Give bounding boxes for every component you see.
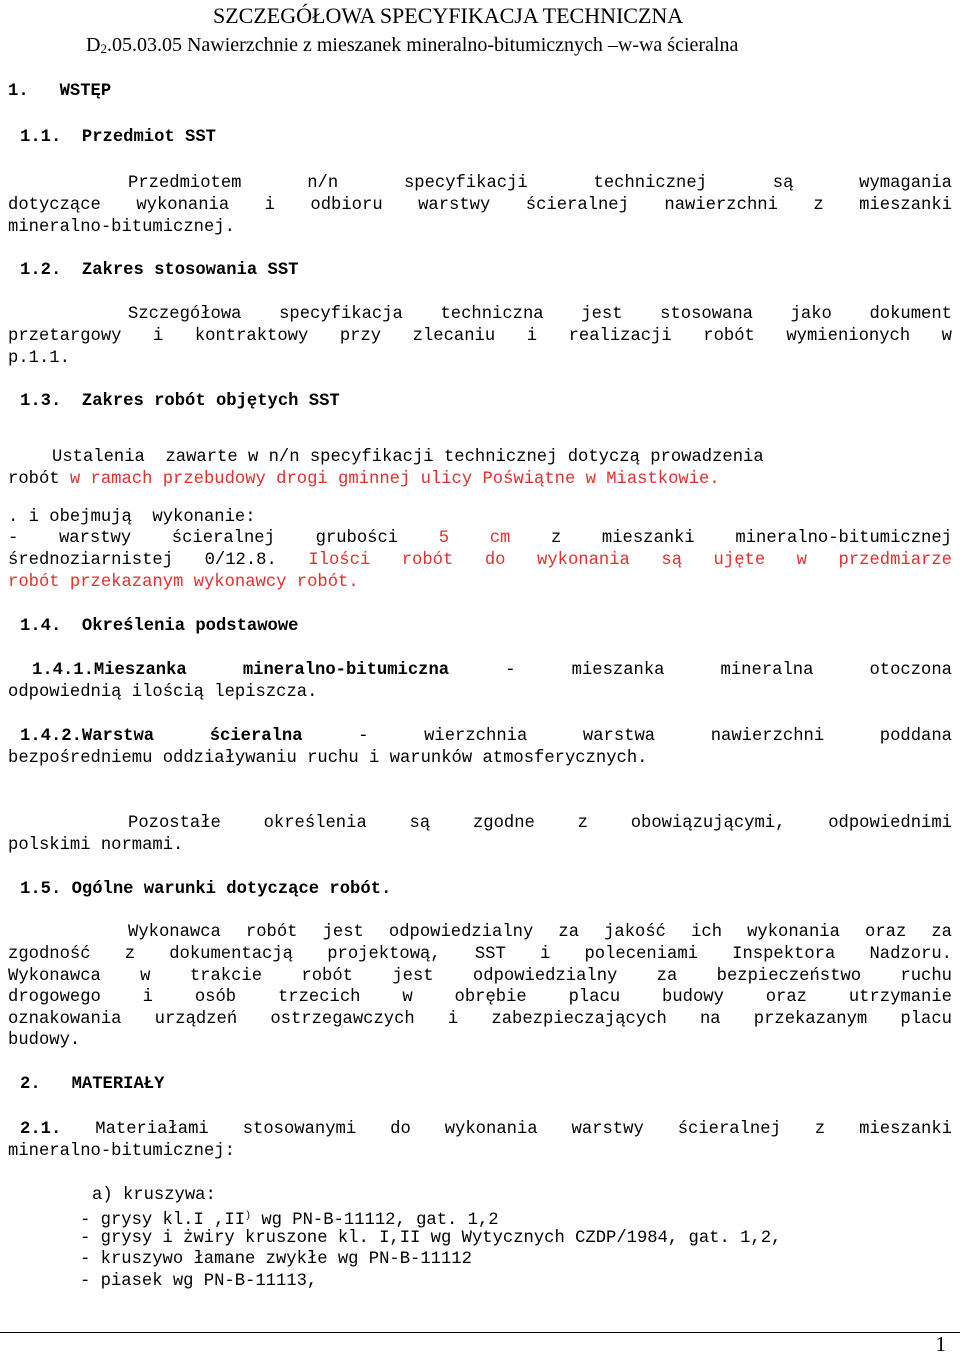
document-subtitle: $D_2.05.03.05$ Nawierzchnie z mieszanek mineralno-bitumicznych –w-wa ścieralna xyxy=(86,34,739,56)
paragraph-line: mineralno-bitumicznej. xyxy=(8,218,235,237)
definition-warstwa: 1.4.2.Warstwa ścieralna - wierzchnia warstwa nawierzchni poddana xyxy=(20,727,952,746)
paragraph-line: Wykonawca w trakcie robót jest odpowiedzialny za bezpieczeństwo ruchu xyxy=(8,967,952,986)
list-item: - grysy kl.I ,II) wg PN-B-11112, gat. 1,2 xyxy=(80,1211,499,1230)
paragraph-line: Szczegółowa specyfikacja techniczna jest stosowana jako dokument xyxy=(128,305,952,324)
paragraph-line: średnoziarnistej 0/12.8. Ilości robót do wykonania są ujęte w przedmiarze xyxy=(8,551,952,570)
paragraph-line: bezpośredniemu oddziaływaniu ruchu i warunków atmosferycznych. xyxy=(8,749,648,768)
paragraph-line: oznakowania urządzeń ostrzegawczych i zabezpieczających na przekazanym placu xyxy=(8,1010,952,1029)
subsection-heading-1-1: 1.1. Przedmiot SST xyxy=(20,128,216,147)
paragraph-line: 2.1. Materiałami stosowanymi do wykonania warstwy ścieralnej z mieszanki xyxy=(20,1120,952,1139)
paragraph-line: robót w ramach przebudowy drogi gminnej ulicy Poświątne w Miastkowie. xyxy=(8,470,720,489)
paragraph-line: Pozostałe określenia są zgodne z obowiązującymi, odpowiednimi xyxy=(128,814,952,833)
list-title: a) kruszywa: xyxy=(92,1186,216,1205)
subsection-heading-1-5: 1.5. Ogólne warunki dotyczące robót. xyxy=(20,880,392,899)
paragraph-line: p.1.1. xyxy=(8,349,70,368)
definition-mieszanka: 1.4.1.Mieszanka mineralno-bitumiczna - mieszanka mineralna otoczona xyxy=(32,661,952,680)
paragraph-line: robót przekazanym wykonawcy robót. xyxy=(8,573,359,592)
footer-divider xyxy=(0,1332,960,1333)
list-item: - kruszywo łamane zwykłe wg PN-B-11112 xyxy=(80,1250,472,1269)
paragraph-line: Wykonawca robót jest odpowiedzialny za jakość ich wykonania oraz za xyxy=(128,923,952,942)
paragraph-line: odpowiednią ilością lepiszcza. xyxy=(8,683,318,702)
subsection-heading-1-4: 1.4. Określenia podstawowe xyxy=(20,617,299,636)
page-number: 1 xyxy=(935,1332,946,1356)
paragraph-line: polskimi normami. xyxy=(8,836,184,855)
list-item: - grysy i żwiry kruszone kl. I,II wg Wytycznych CZDP/1984, gat. 1,2, xyxy=(80,1229,782,1248)
paragraph-line: dotyczące wykonania i odbioru warstwy ścieralnej nawierzchni z mieszanki xyxy=(8,196,952,215)
section-heading-wstep: 1. WSTĘP xyxy=(8,82,112,101)
paragraph-line: przetargowy i kontraktowy przy zlecaniu i realizacji robót wymienionych w xyxy=(8,327,952,346)
paragraph-line: mineralno-bitumicznej: xyxy=(8,1142,235,1161)
section-heading-materialy: 2. MATERIAŁY xyxy=(20,1075,165,1094)
paragraph-line: . i obejmują wykonanie: xyxy=(8,508,256,527)
paragraph-line: zgodność z dokumentacją projektową, SST i poleceniami Inspektora Nadzoru. xyxy=(8,945,952,964)
list-item: - piasek wg PN-B-11113, xyxy=(80,1272,318,1291)
paragraph-line: drogowego i osób trzecich w obrębie placu budowy oraz utrzymanie xyxy=(8,988,952,1007)
paragraph-line: Przedmiotem n/n specyfikacji technicznej są wymagania xyxy=(128,174,952,193)
subsection-heading-1-2: 1.2. Zakres stosowania SST xyxy=(20,261,299,280)
paragraph-line: Ustalenia zawarte w n/n specyfikacji technicznej dotyczą prowadzenia xyxy=(52,448,764,467)
paragraph-line: - warstwy ścieralnej grubości 5 cm z mieszanki mineralno-bitumicznej xyxy=(8,529,952,548)
subsection-heading-1-3: 1.3. Zakres robót objętych SST xyxy=(20,392,340,411)
document-title: SZCZEGÓŁOWA SPECYFIKACJA TECHNICZNA xyxy=(213,3,684,28)
paragraph-line: budowy. xyxy=(8,1031,81,1050)
